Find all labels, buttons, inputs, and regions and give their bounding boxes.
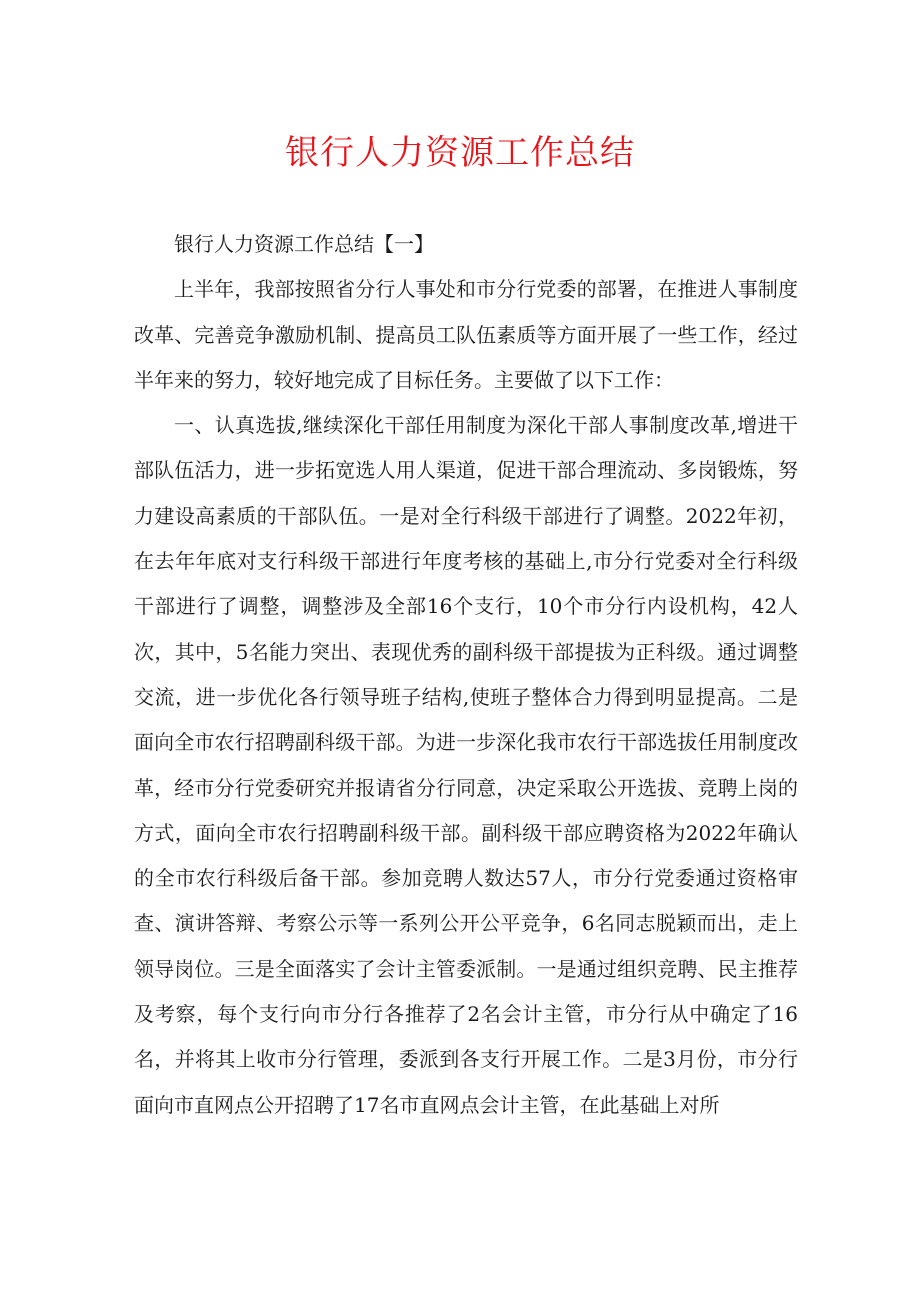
body-paragraph: 一、认真选拔,继续深化干部任用制度为深化干部人事制度改革,增进干部队伍活力，进一步拓宽选人用人渠道，促进干部合理流动、多岗锻炼，努力建设高素质的干部队伍。一是对全行科级干部进行了调整。2022年初，在去年年底对支行科级干部进行年度考核的基础上,市分行党委对全行科级干部进行了调整，调整涉及全部16个支行，10个市分行内设机构，42人次，其中，5名能力突出、表现优秀的副科级干部提拔为正科级。通过调整交流，进一步优化各行领导班子结构,使班子整体合力得到明显提高。二是面向全市农行招聘副科级干部。为进一步深化我市农行干部选拔任用制度改革，经市分行党委研究并报请省分行同意，决定采取公开选拔、竞聘上岗的方式，面向全市农行招聘副科级干部。副科级干部应聘资格为2022年确认的全市农行科级后备干部。参加竞聘人数达57人，市分行党委通过资格审查、演讲答辩、考察公示等一系列公开公平竞争，6名同志脱颖而出，走上领导岗位。三是全面落实了会计主管委派制。一是通过组织竞聘、民主推荐及考察，每个支行向市分行各推荐了2名会计主管，市分行从中确定了16名，并将其上收市分行管理，委派到各支行开展工作。二是3月份，市分行面向市直网点公开招聘了17名市直网点会计主管，在此基础上对所 — [134, 413, 798, 1117]
document-body — [134, 222, 798, 1128]
section-heading: 银行人力资源工作总结【一】 — [174, 232, 434, 256]
document-title: 银行人力资源工作总结 — [285, 133, 635, 173]
body-paragraph: 上半年，我部按照省分行人事处和市分行党委的部署，在推进人事制度改革、完善竞争激励机制、提高员工队伍素质等方面开展了一些工作，经过半年来的努力，较好地完成了目标任务。主要做了以下工作： — [134, 277, 798, 392]
